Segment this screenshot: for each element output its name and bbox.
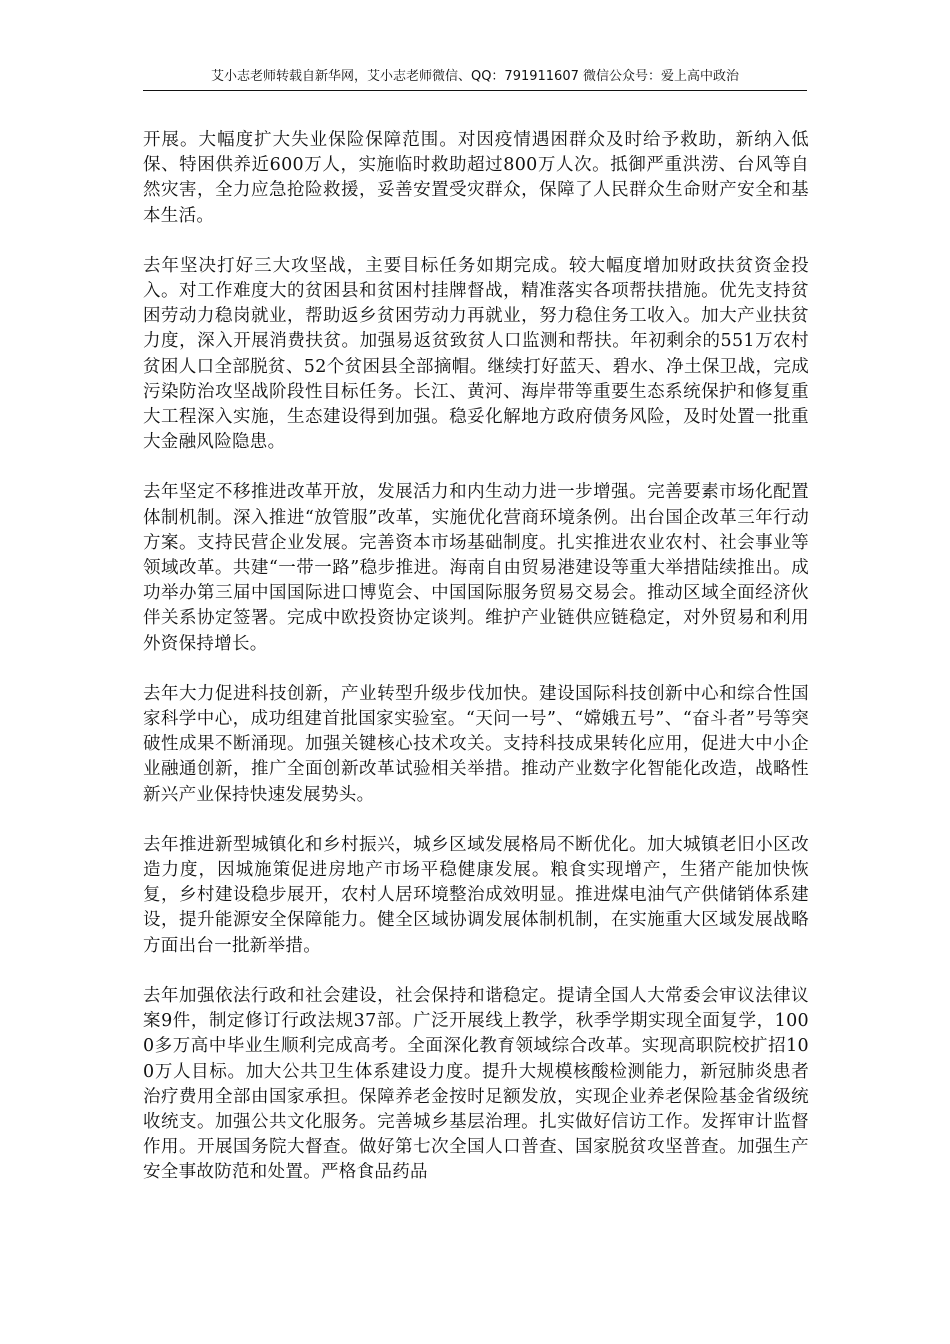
page-header: 艾小志老师转载自新华网，艾小志老师微信、QQ：791911607 微信公众号：爱上高中政治 (143, 68, 807, 91)
paragraph: 去年坚定不移推进改革开放，发展活力和内生动力进一步增强。完善要素市场化配置体制机制。深入推进“放管服”改革，实施优化营商环境条例。出台国企改革三年行动方案。支持民营企业发展。完善资本市场基础制度。扎实推进农业农村、社会事业等领域改革。共建“一带一路”稳步推进。海南自由贸易港建设等重大举措陆续推出。成功举办第三届中国国际进口博览会、中国国际服务贸易交易会。推动区域全面经济伙伴关系协定签署。完成中欧投资协定谈判。维护产业链供应链稳定，对外贸易和利用外资保持增长。 (143, 482, 809, 654)
paragraph: 去年坚决打好三大攻坚战，主要目标任务如期完成。较大幅度增加财政扶贫资金投入。对工作难度大的贫困县和贫困村挂牌督战，精准落实各项帮扶措施。优先支持贫困劳动力稳岗就业，帮助返乡贫困劳动力再就业，努力稳住务工收入。加大产业扶贫力度，深入开展消费扶贫。加强易返贫致贫人口监测和帮扶。年初剩余的551万农村贫困人口全部脱贫、52个贫困县全部摘帽。继续打好蓝天、碧水、净土保卫战，完成污染防治攻坚战阶段性目标任务。长江、黄河、海岸带等重要生态系统保护和修复重大工程深入实施，生态建设得到加强。稳妥化解地方政府债务风险，及时处置一批重大金融风险隐患。 (143, 255, 809, 453)
paragraph: 去年加强依法行政和社会建设，社会保持和谐稳定。提请全国人大常委会审议法律议案9件，制定修订行政法规37部。广泛开展线上教学，秋季学期实现全面复学，1000多万高中毕业生顺利完成高考。全面深化教育领域综合改革。实现高职院校扩招100万人目标。加大公共卫生体系建设力度。提升大规模核酸检测能力，新冠肺炎患者治疗费用全部由国家承担。保障养老金按时足额发放，实现企业养老保险基金省级统收统支。加强公共文化服务。完善城乡基层治理。扎实做好信访工作。发挥审计监督作用。开展国务院大督查。做好第七次全国人口普查、国家脱贫攻坚普查。加强生产安全事故防范和处置。严格食品药品 (143, 985, 809, 1183)
paragraph: 去年大力促进科技创新，产业转型升级步伐加快。建设国际科技创新中心和综合性国家科学中心，成功组建首批国家实验室。“天问一号”、“嫦娥五号”、“奋斗者”号等突破性成果不断涌现。加强关键核心技术攻关。支持科技成果转化应用，促进大中小企业融通创新，推广全面创新改革试验相关举措。推动产业数字化智能化改造，战略性新兴产业保持快速发展势头。 (143, 683, 809, 805)
paragraph: 开展。大幅度扩大失业保险保障范围。对因疫情遇困群众及时给予救助，新纳入低保、特困供养近600万人，实施临时救助超过800万人次。抵御严重洪涝、台风等自然灾害，全力应急抢险救援，妥善安置受灾群众，保障了人民群众生命财产安全和基本生活。 (143, 130, 809, 226)
document-body (143, 128, 809, 1211)
paragraph: 去年推进新型城镇化和乡村振兴，城乡区域发展格局不断优化。加大城镇老旧小区改造力度，因城施策促进房地产市场平稳健康发展。粮食实现增产，生猪产能加快恢复，乡村建设稳步展开，农村人居环境整治成效明显。推进煤电油气产供储销体系建设，提升能源安全保障能力。健全区域协调发展体制机制，在实施重大区域发展战略方面出台一批新举措。 (143, 834, 809, 956)
